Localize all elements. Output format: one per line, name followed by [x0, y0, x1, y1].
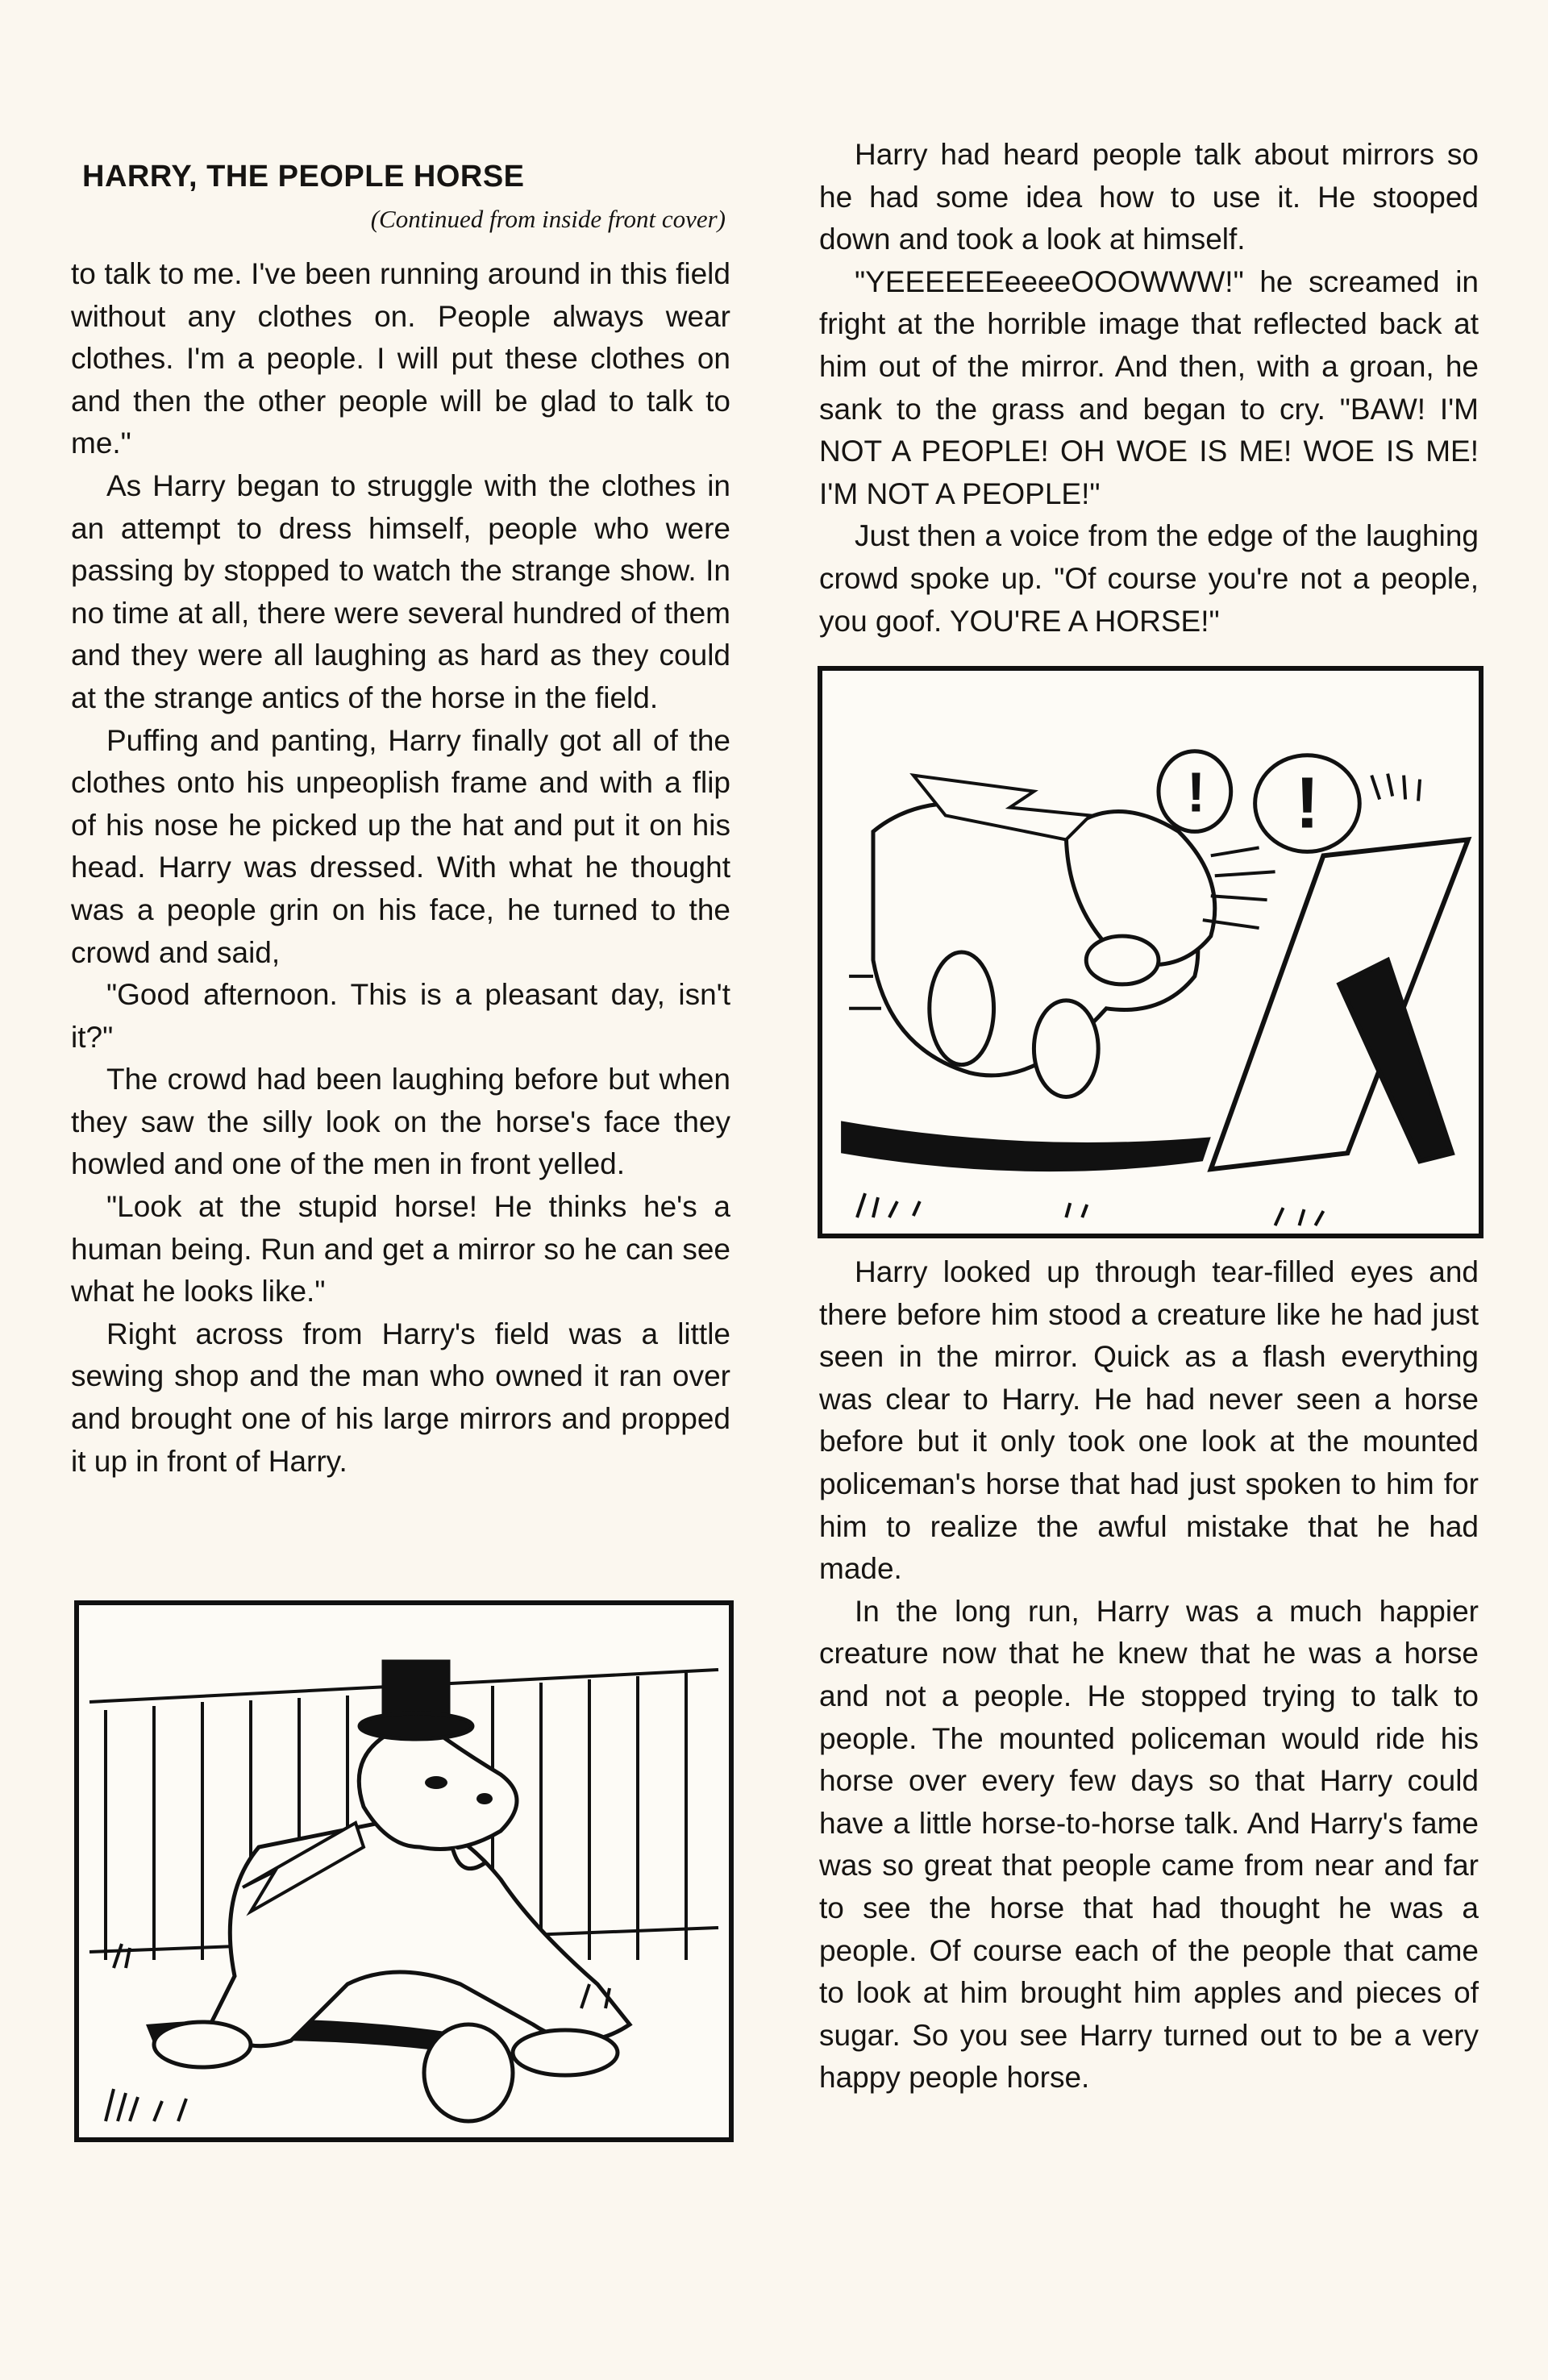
- paragraph: Harry had heard people talk about mirrors so he had some idea how to use it. He stooped down and took a look at himself.: [819, 138, 1479, 256]
- horse-dressed-drawing: [79, 1605, 729, 2137]
- horse-mirror-drawing: [822, 671, 1479, 1234]
- paragraph: "Look at the stupid horse! He thinks he's a human being. Run and get a mirror so he can see what he looks like.": [71, 1190, 730, 1309]
- paragraph: Just then a voice from the edge of the laughing crowd spoke up. "Of course you're not a people, you goof. YOU'RE A HORSE!": [819, 519, 1479, 638]
- right-column-bottom: [819, 1251, 1479, 2099]
- paragraph: "Good afternoon. This is a pleasant day, isn't it?": [71, 978, 730, 1054]
- paragraph: Puffing and panting, Harry finally got all of the clothes onto his unpeoplish frame and with a flip of his nose he picked up the hat and put it on his head. Harry was dressed. With what he thought was a people grin on his face, he turned to the crowd and said,: [71, 723, 730, 969]
- paragraph: In the long run, Harry was a much happier creature now that he knew that he was a horse and not a people. He stopped trying to talk to people. The mounted policeman would ride his horse over every few days so that Harry could have a little horse-to-horse talk. And Harry's fame was so great that people came from near and far to see the horse that had thought he was a people. Of course each of the people that came to look at him brought him apples and pieces of sugar. So you see Harry turned out to be a very happy people horse.: [819, 1594, 1479, 2095]
- bubble-exclamation: !: [1295, 763, 1320, 844]
- horse-scared-by-mirror-illustration: [818, 666, 1484, 1238]
- paragraph: Harry looked up through tear-filled eyes and there before him stood a creature like he had just seen in the mirror. Quick as a flash everything was clear to Harry. He had never seen a horse before but it only took one look at the mounted policeman's horse that had just spoken to him for him to realize the awful mistake that he had made.: [819, 1255, 1479, 1586]
- horse-in-clothes-illustration: [74, 1600, 734, 2142]
- paragraph: to talk to me. I've been running around in this field without any clothes on. People always wear clothes. I'm a people. I will put these clothes on and then the other people will be glad to talk to me.": [71, 257, 730, 460]
- paragraph: As Harry began to struggle with the clothes in an attempt to dress himself, people who were passing by stopped to watch the strange show. In no time at all, there were several hundred of them and they were all laughing as hard as they could at the strange antics of the horse in the field.: [71, 468, 730, 714]
- paragraph: "YEEEEEEeeeeOOOWWW!" he screamed in fright at the horrible image that reflected back at him out of the mirror. And then, with a groan, he sank to the grass and began to cry. "BAW! I'M NOT A PEOPLE! OH WOE IS ME! WOE IS ME! I'M NOT A PEOPLE!": [819, 264, 1479, 510]
- story-subtitle: (Continued from inside front cover): [370, 205, 726, 233]
- bubble-exclamation: !: [1186, 760, 1206, 824]
- paragraph: Right across from Harry's field was a little sewing shop and the man who owned it ran over and brought one of his large mirrors and propped it up in front of Harry.: [71, 1317, 730, 1478]
- story-title: HARRY, THE PEOPLE HORSE: [82, 160, 525, 193]
- paragraph: The crowd had been laughing before but when they saw the silly look on the horse's face they howled and one of the men in front yelled.: [71, 1063, 730, 1181]
- right-column-top: [819, 134, 1479, 643]
- left-column: [71, 152, 730, 1483]
